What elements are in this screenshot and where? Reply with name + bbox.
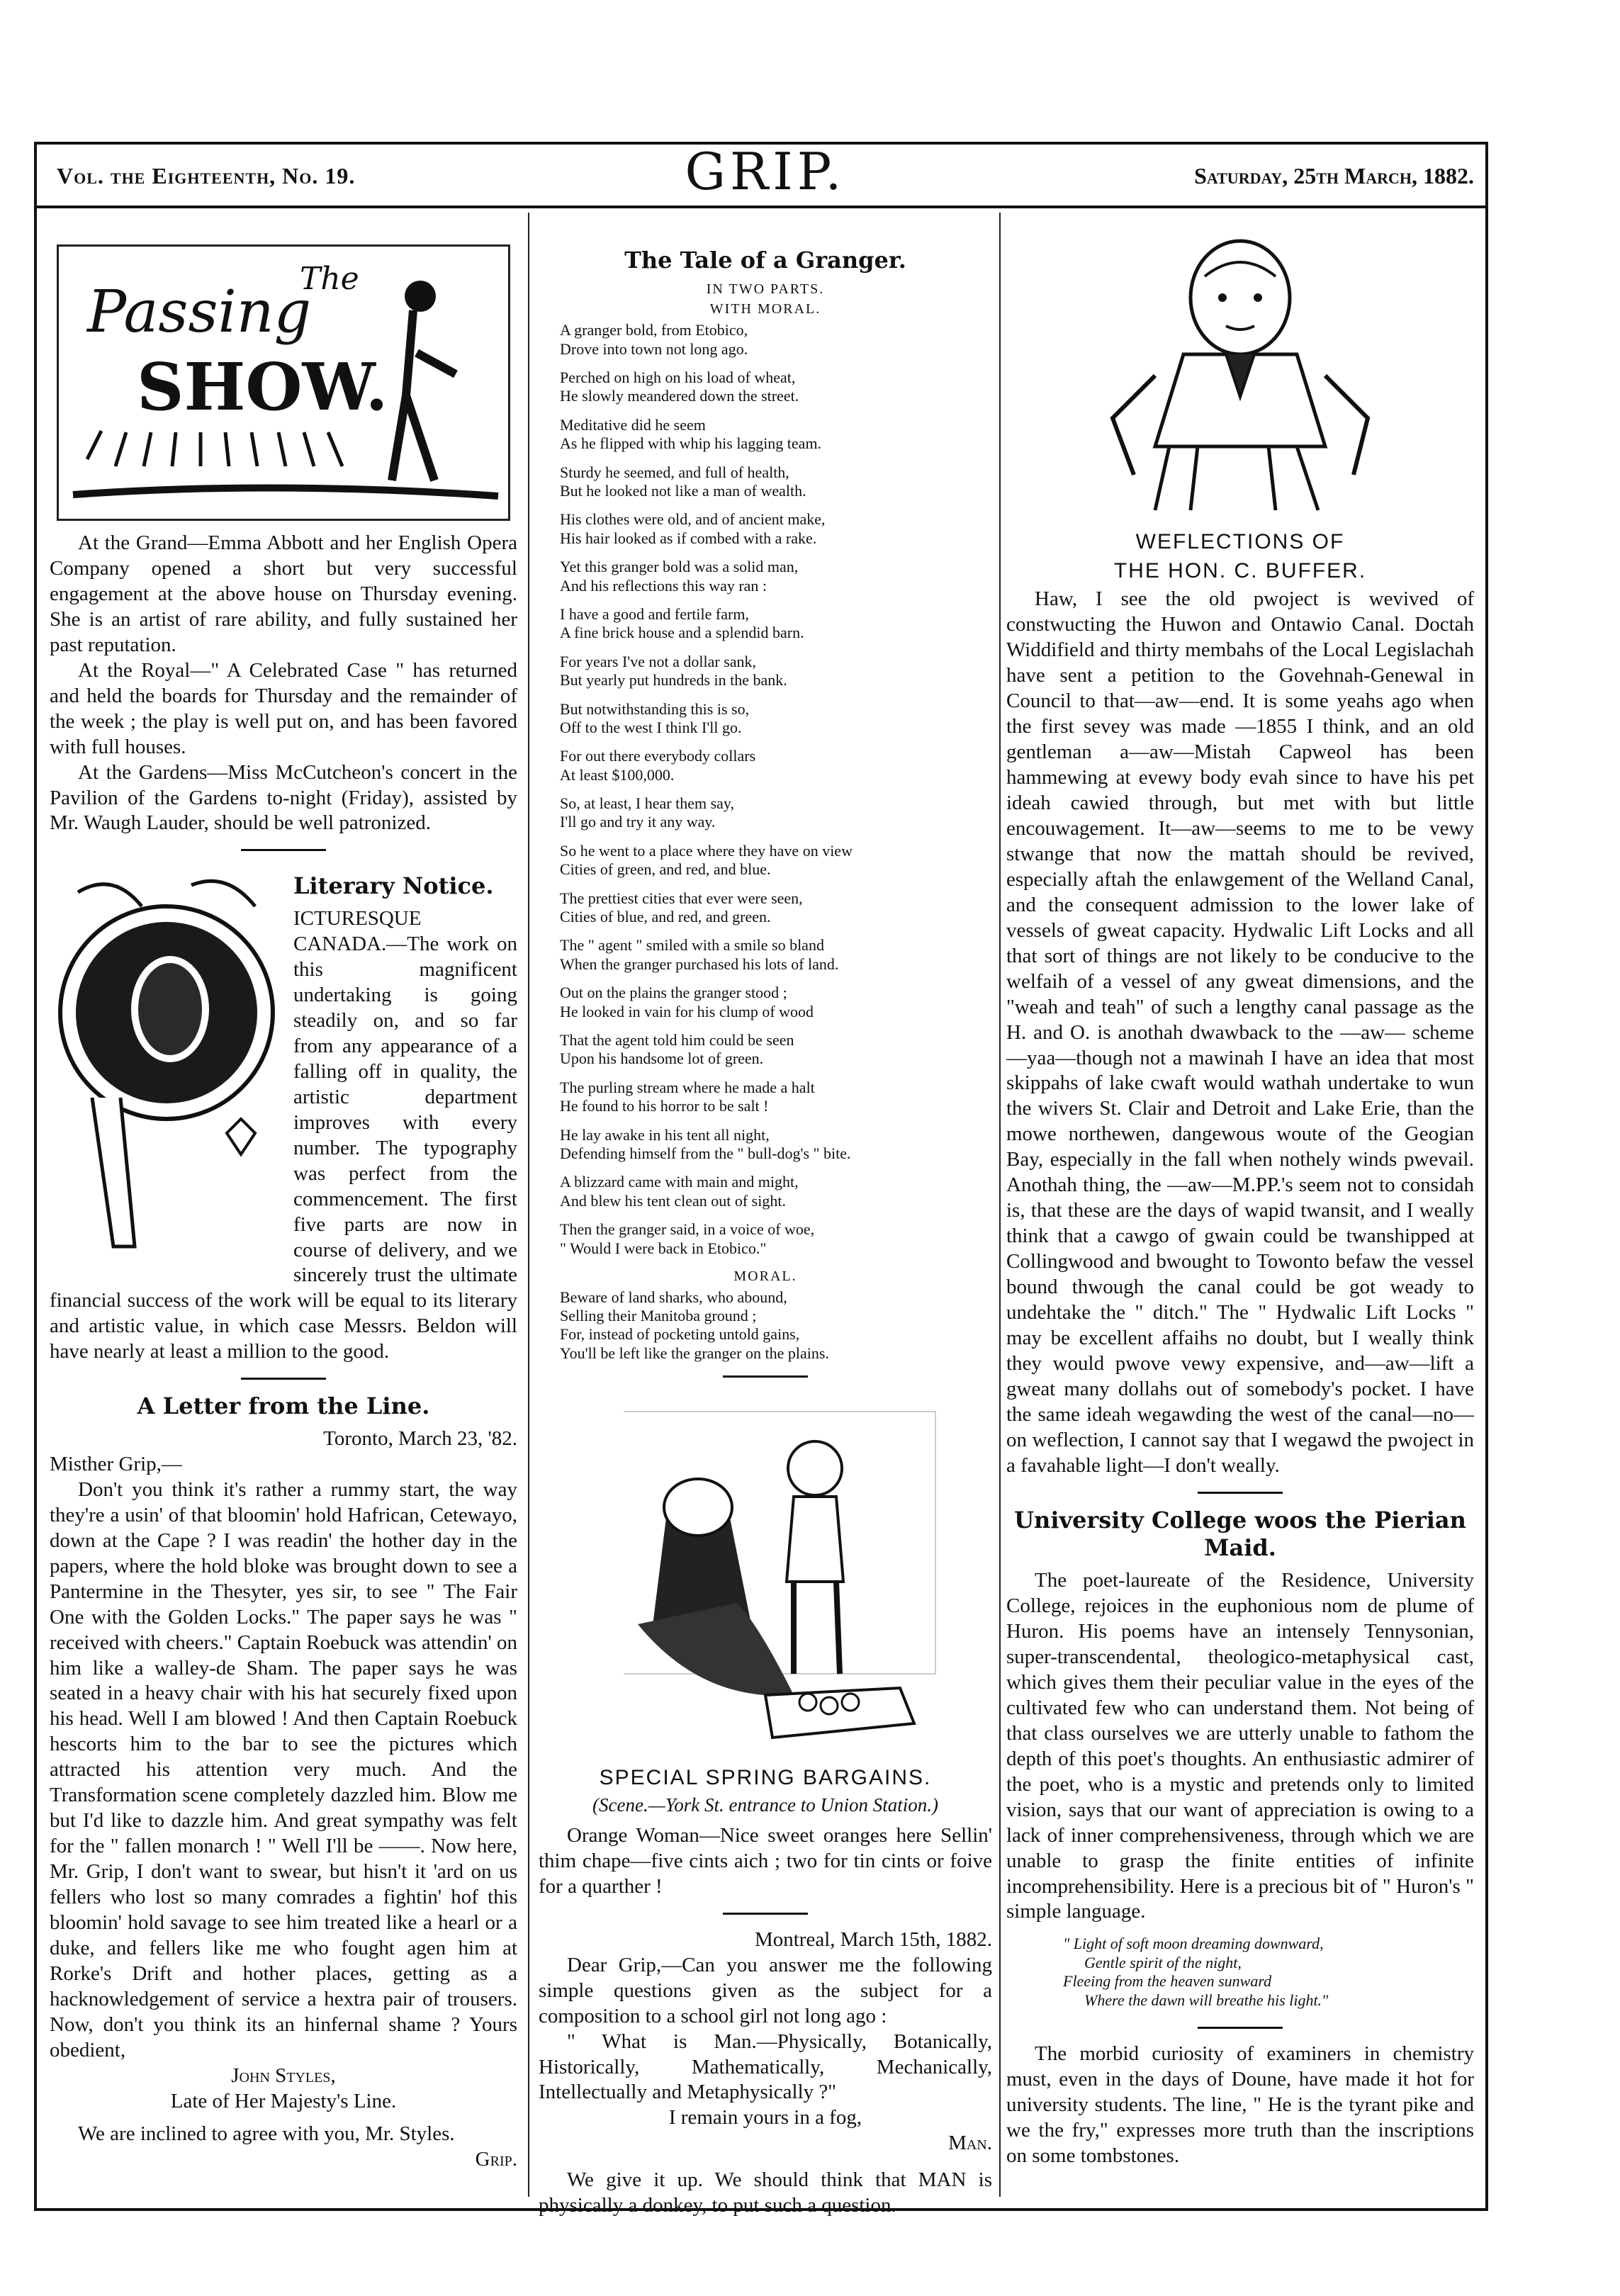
poem-stanza [560, 700, 992, 738]
letter-signature: John Styles, [231, 2064, 336, 2087]
editor-reply: We give it up. We should think that MAN is physically a donkey, to put such a question. [539, 2168, 992, 2217]
poem-line: At least $100,000. [560, 765, 675, 784]
poem-line: Drove into town not long ago. [560, 339, 748, 358]
cartoon-dialogue: Orange Woman—Nice sweet oranges here Sellin' thim chape—five cints aich ; two for tin cints or foive for a quarther ! [539, 1823, 992, 1898]
poem-line: A granger bold, from Etobico, [560, 321, 748, 339]
poem-stanza [560, 984, 992, 1021]
poem-title: The Tale of a Granger. [624, 247, 906, 274]
masthead-title: GRIP. [685, 142, 846, 201]
letter-signature-line2: Late of Her Majesty's Line. [170, 2089, 397, 2112]
poem-line: The purling stream where he made a halt [560, 1078, 815, 1096]
huron-poem-line: " Light of soft moon dreaming downward, [1063, 1935, 1324, 1953]
volume-label: Vol. the Eighteenth, No. 19. [57, 163, 356, 188]
column-divider [999, 213, 1001, 2197]
poem-line: So, at least, I hear them say, [560, 794, 734, 813]
divider [241, 1378, 326, 1380]
moral-stanza [560, 1288, 992, 1363]
column-1 [50, 213, 517, 2173]
poem-line: The " agent " smiled with a smile so bland [560, 936, 824, 955]
poem-line: His clothes were old, and of ancient make, [560, 510, 826, 529]
huron-poem-line: Where the dawn will breathe his light." [1084, 1991, 1329, 2009]
spring-bargains-cartoon [581, 1390, 950, 1759]
montreal-quote: " What is Man.—Physically, Botanically, Historically, Mathematically, Mechanically, Intellectually and Metaphysically ?" [539, 2030, 992, 2104]
poem-stanza [560, 605, 992, 643]
poem-stanza [560, 889, 992, 927]
letter-body: Don't you think it's rather a rummy start, the way they're a usin' of that bloomin' hold Hafrican, Cetewayo, down at the Cape ? I was readin' the hother day in the papers, where the hold bloke was brought down to see a Pantermine in the Thesyter, yes sir, to see " The Fair One with the Golden Locks." The paper says he was " received with cheers." Captain Roebuck was attendin' on him like a walley-de Sham. The paper says he was seated in a heavy chair with his hat securely fixed upon his head. Well I am blowed ! And then Captain Roebuck hescorts him to the bar to see the pictures which attracted his attention very much. And the Transformation scene completely dazzled him. Blow me but I'd like to dazzle him. And great sympathy was felt for the " fallen monarch ! " Well I'll be ——. Now here, Mr. Grip, I don't want to swear, but hisn't it 'ard on us fellers who lost so many comrades a fightin' hof this bloomin' hold savage to see him treated like a hearl or a duke, and fellers like me who fought agen him at Rorke's Drift and hother places, getting as a hacknowledgement of service a hextra pair of trousers. Now, don't you think its an hinfernal shame ? Yours obedient, [50, 1478, 517, 2061]
poem-stanza [560, 1031, 992, 1069]
buffer-body: Haw, I see the old pwoject is wevived of constwucting the Huwon and Ontawio Canal. Doctah Widdifield and thirty membahs of the Local Legislachah have sent a petition to the Govehnah-Genewal in Council to that—aw—end. It is some yeahs ago when the first sevey was made —1855 I think, and an old gentleman a—aw—Mistah Capweol has been hammewing at evewy body evah since to have his pet ideah cawied through, but met with but little encouwagement. It—aw—seems to me to be vewy stwange that now the mattah should be revived, especially aftah the enlawgement of the Welland Canal, and the consequent admission to the lower lake of vessels of gweat capacity. Hydwalic Lift Locks and all that sort of things are not likely to be conducive to the welfaih of a vessel of any gweat dimensions, and the "weah and teah" of such a lengthy canal passage as the H. and O. is anothah dwawback to the —aw— scheme—yaa—though not a mawinah I have an idea that most skippahs of lake cwaft would wathah undertake to wun the wivers St. Clair and Detroit and Lake Erie, than the mowe northewen, dangewous woute of the Geogian Bay, especially in the fall when nothely winds pwevail. Anothah thing, the —aw—M.PP.'s seem not to considah is, that these are the days of wapid twansit, and I weally think that a cawgo of gwain could be twanshipped at Collingwood and bwought to Towonto befaw the vessel bound thwough the canal could be got weady to undehtake the " ditch." The " Hydwalic Lift Locks " may be excellent affaihs no doubt, but I weally think they would pwove vewy expensive, and—aw—lift a gweat many dollahs out of somebody's pocket. I have the same ideah wegawding the west of the canal—no—on weflection, I cannot say that I wegawd the pwoject in a favahable light—I don't weally. [1006, 587, 1474, 1477]
poem-stanza [560, 653, 992, 690]
poem-line: As he flipped with whip his lagging team. [560, 434, 822, 453]
buffer-cartoon [1084, 234, 1396, 517]
poem-stanza [560, 510, 992, 548]
poem-line: That the agent told him could be seen [560, 1030, 794, 1049]
poem-line: He lay awake in his tent all night, [560, 1125, 770, 1144]
poem-line: I have a good and fertile farm, [560, 604, 749, 623]
poem-line: Then the granger said, in a voice of woe, [560, 1220, 815, 1239]
poem-line: So he went to a place where they have on view [560, 841, 853, 860]
poem-line: Sturdy he seemed, and full of health, [560, 463, 789, 481]
literary-body: ICTURESQUE CANADA.—The work on this magnificent undertaking is going steadily on, and so far from any appearance of a falling off in quality, the artistic department improves with every number. The typography was perfect from the commencement. The first five parts are now in course of delivery, and we sincerely trust the ultimate financial success of the work will be equal to its literary and artistic value, in which case Messrs. Beldon will have nearly at least a million to the good. [50, 907, 517, 1363]
poem-line: But he looked not like a man of wealth. [560, 482, 806, 500]
poem-stanza [560, 1220, 992, 1258]
poem-line: He slowly meandered down the street. [560, 387, 799, 405]
column-2 [539, 213, 992, 2219]
final-paragraph: The morbid curiosity of examiners in chemistry must, even in the days of Doune, have made it hot for university students. The line, " He is the tyrant pike and we the fry," expresses more truth than the inscriptions on some tombstones. [1006, 2042, 1474, 2167]
poem-stanza [560, 842, 992, 879]
editor-reply: We are inclined to agree with you, Mr. Styles. [78, 2122, 455, 2145]
poem-stanza [560, 1173, 992, 1210]
poem-stanza [560, 1126, 992, 1164]
column-3 [1006, 213, 1474, 2169]
column-divider [528, 213, 529, 2197]
poem-stanza [560, 936, 992, 974]
poem-line: But yearly put hundreds in the bank. [560, 671, 787, 690]
montreal-body: Dear Grip,—Can you answer me the following simple questions given as the subject for a composition to a school girl not long ago : [539, 1953, 992, 2027]
university-body: The poet-laureate of the Residence, University College, rejoices in the euphonious nom de plume of Huron. His poems have an intensely Tennysonian, super-transcendental, theologico-metaphysical cast, which gives them their peculiar value in the eyes of the cultivated few who can understand them. Not being of that class ourselves we are utterly unable to fathom the depth of this poet's thoughts. An enthusiastic admirer of the poet, who is a mystic and pretends only to limited vision, says that our want of appreciation is owing to a lack of inner comprehensiveness, through which we are unable to grasp the finite entities of infinite incomprehensibility. Here is a precious bit of " Huron's " simple language. [1006, 1569, 1474, 1923]
poem-stanza [560, 558, 992, 595]
divider [723, 1913, 808, 1915]
poem-line: For years I've not a dollar sank, [560, 652, 757, 670]
buffer-caption: THE HON. C. BUFFER. [1113, 559, 1367, 583]
montreal-close: I remain yours in a fog, [668, 2106, 862, 2129]
passing-show-banner [57, 244, 510, 521]
poem-line: The prettiest cities that ever were seen, [560, 889, 803, 907]
cartoon-caption: SPECIAL SPRING BARGAINS. [599, 1766, 932, 1790]
poem-subtitle: WITH MORAL. [709, 301, 821, 317]
literary-title: Literary Notice. [293, 872, 494, 900]
poem-line: But notwithstanding this is so, [560, 699, 750, 718]
editor-signature: Grip. [475, 2147, 517, 2171]
poem-line: And blew his tent clean out of sight. [560, 1191, 786, 1210]
svg-text:Passing: Passing [87, 278, 312, 346]
poem-stanza [560, 416, 992, 454]
letter-dateline: Toronto, March 23, '82. [323, 1426, 517, 1450]
paragraph: At the Royal—" A Celebrated Case " has returned and held the boards for Thursday and the remainder of the week ; the play is well put on, and has been favored with full houses. [50, 658, 517, 758]
poem-line: " Would I were back in Etobico." [560, 1239, 767, 1257]
huron-poem-line: Gentle spirit of the night, [1084, 1953, 1242, 1971]
divider [1198, 2027, 1283, 2029]
poem-line: For out there everybody collars [560, 747, 756, 765]
paragraph: At the Gardens—Miss McCutcheon's concert in the Pavilion of the Gardens to-night (Friday), assisted by Mr. Waugh Lauder, should be well patronized. [50, 760, 517, 835]
huron-poem-line: Fleeing from the heaven sunward [1063, 1972, 1272, 1991]
poem-stanza [560, 463, 992, 501]
moral-line: Selling their Manitoba ground ; [560, 1307, 757, 1325]
divider [723, 1375, 808, 1378]
header-rule [34, 206, 1488, 208]
poem-line: A fine brick house and a splendid barn. [560, 624, 804, 642]
divider [1198, 1492, 1283, 1494]
university-title: University College woos the Pierian Maid. [1014, 1506, 1466, 1562]
poem-stanzas [539, 321, 992, 1258]
montreal-signature: Man. [948, 2132, 992, 2155]
poem-stanza [560, 321, 992, 359]
cartoon-scene: (Scene.—York St. entrance to Union Station.) [592, 1794, 938, 1816]
poem-subtitle: IN TWO PARTS. [706, 281, 825, 297]
poem-line: Upon his handsome lot of green. [560, 1049, 764, 1068]
divider [241, 849, 326, 851]
moral-line: You'll be left like the granger on the plains. [560, 1344, 829, 1362]
svg-text:The: The [300, 261, 359, 297]
poem-line: Meditative did he seem [560, 415, 706, 434]
poem-line: He looked in vain for his clump of wood [560, 1002, 814, 1020]
poem-stanza [560, 368, 992, 406]
letter-salutation: Misther Grip,— [50, 1452, 182, 1475]
poem-line: Cities of green, and red, and blue. [560, 860, 771, 879]
literary-illustration [50, 864, 283, 1261]
svg-text:SHOW.: SHOW. [137, 349, 388, 425]
moral-title: MORAL. [733, 1268, 797, 1284]
poem-stanza [560, 794, 992, 832]
poem-line: Out on the plains the granger stood ; [560, 984, 787, 1002]
paragraph: At the Grand—Emma Abbott and her English Opera Company opened a short but very successful engagement at the above house on Thursday evening. She is an artist of rare ability, and fully sustained her past reputation. [50, 531, 517, 656]
huron-poem [1063, 1935, 1474, 2010]
poem-line: When the granger purchased his lots of land. [560, 955, 839, 973]
montreal-dateline: Montreal, March 15th, 1882. [754, 1928, 992, 1951]
poem-line: Perched on high on his load of wheat, [560, 368, 796, 387]
poem-line: A blizzard came with main and might, [560, 1173, 799, 1191]
poem-line: Yet this granger bold was a solid man, [560, 558, 799, 576]
moral-line: Beware of land sharks, who abound, [560, 1288, 787, 1306]
poem-line: Cities of blue, and red, and green. [560, 908, 771, 926]
masthead [50, 128, 1481, 201]
poem-stanza [560, 747, 992, 784]
poem-line: He found to his horror to be salt ! [560, 1097, 769, 1115]
letter-title: A Letter from the Line. [137, 1392, 430, 1420]
poem-line: His hair looked as if combed with a rake. [560, 529, 817, 547]
poem-line: Defending himself from the " bull-dog's " bite. [560, 1144, 851, 1162]
poem-line: I'll go and try it any way. [560, 813, 716, 831]
poem-stanza [560, 1079, 992, 1116]
buffer-caption: WEFLECTIONS OF [1135, 530, 1345, 553]
poem-line: And his reflections this way ran : [560, 576, 767, 595]
issue-date: Saturday, 25th March, 1882. [1194, 163, 1474, 188]
moral-line: For, instead of pocketing untold gains, [560, 1325, 800, 1344]
poem-line: Off to the west I think I'll go. [560, 718, 742, 736]
